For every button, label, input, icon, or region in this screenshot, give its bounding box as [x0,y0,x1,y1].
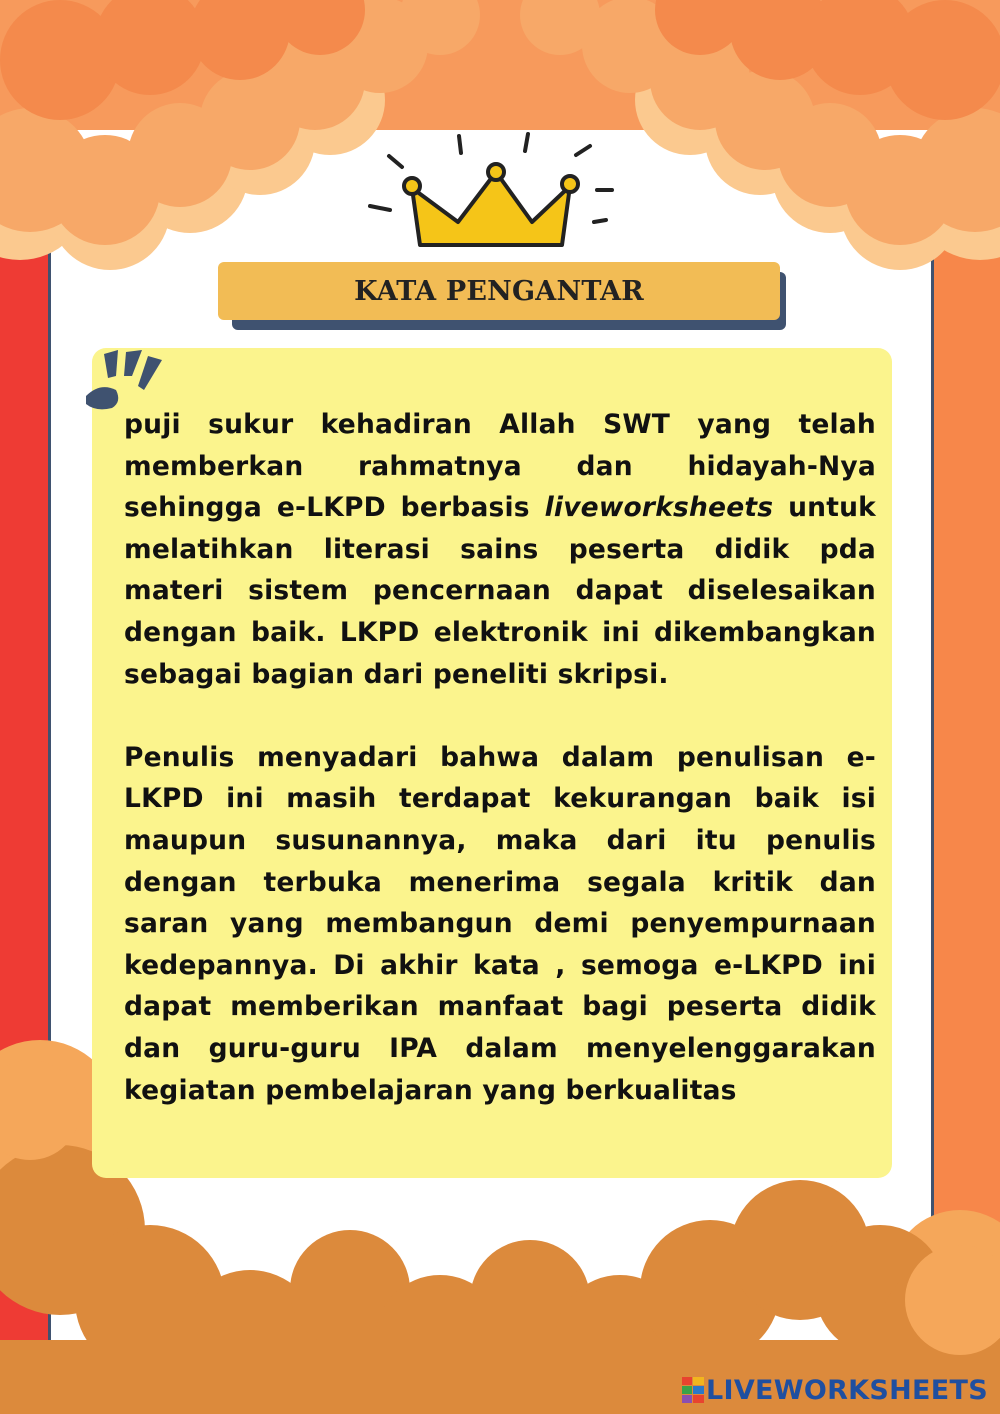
paragraph-1-part-b: untuk melatihkan literasi sains peserta didik pda materi sistem pencernaan dapat diselesaikan dengan baik. LKPD elektronik ini dikembangkan sebagai bagian dari peneliti skripsi. [124,492,876,690]
title-banner [218,262,780,320]
paragraph-1-part-a: puji sukur kehadiran Allah SWT yang telah memberkan rahmatnya dan hidayah-Nya sehingga e-LKPD berbasis [124,409,876,524]
paragraph-1 [124,404,876,695]
liveworksheets-watermark [682,1372,988,1408]
watermark-text: LIVEWORKSHEETS [705,1374,988,1406]
crown-icon [370,134,612,245]
content-text [124,404,876,1111]
paragraph-1-italic: liveworksheets [544,492,774,524]
liveworksheets-logo-icon [682,1377,704,1403]
paragraph-2: Penulis menyadari bahwa dalam penulisan e-LKPD ini masih terdapat kekurangan baik isi maupun susunannya, maka dari itu penulis dengan terbuka menerima segala kritik dan saran yang membangun demi penyempurnaan kedepannya. Di akhir kata , semoga e-LKPD ini dapat memberikan manfaat bagi peserta didik dan guru-guru IPA dalam menyelenggarakan kegiatan pembelajaran yang berkualitas [124,741,876,1106]
page-title: KATA PENGANTAR [354,275,644,307]
